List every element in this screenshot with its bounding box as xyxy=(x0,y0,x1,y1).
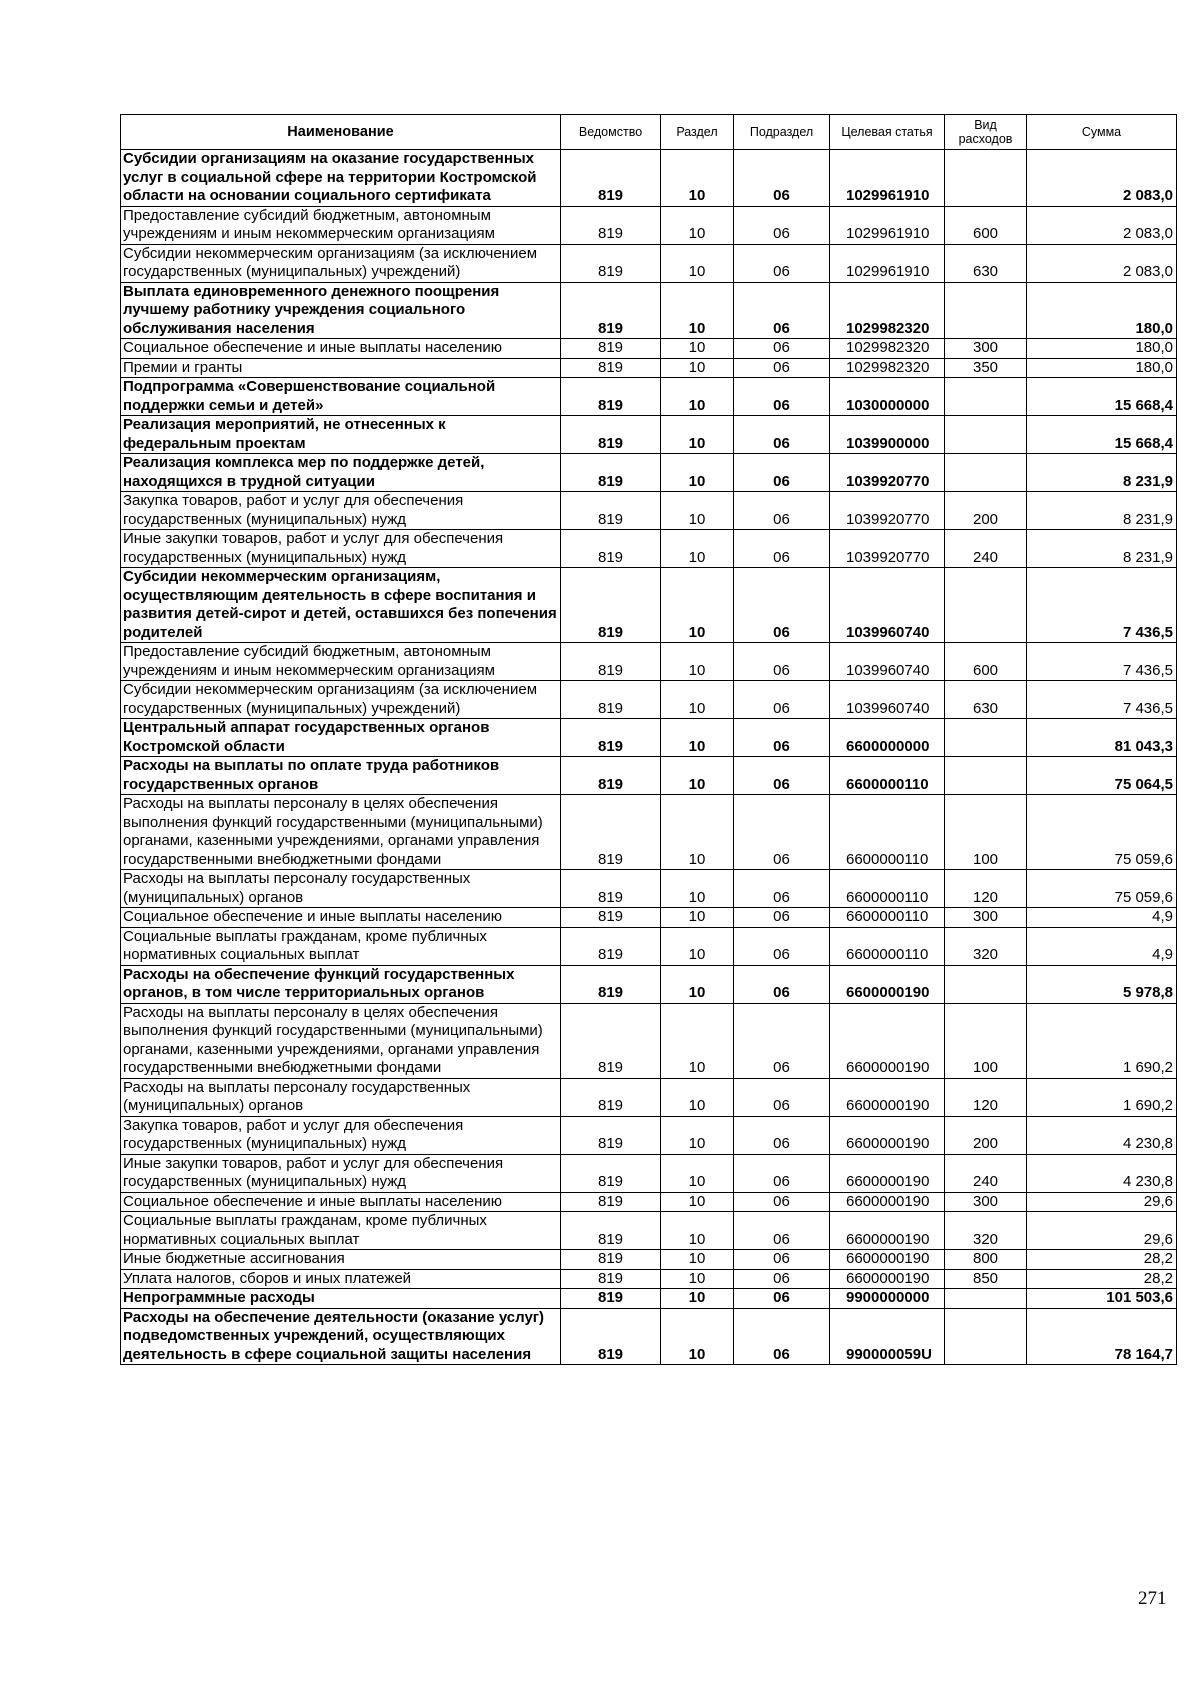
cell-subsection: 06 xyxy=(734,1269,830,1289)
table-row xyxy=(121,1269,1177,1289)
cell-sum: 15 668,4 xyxy=(1027,378,1177,416)
cell-name: Иные бюджетные ассигнования xyxy=(121,1250,561,1270)
cell-sum: 4,9 xyxy=(1027,908,1177,928)
cell-subsection: 06 xyxy=(734,1250,830,1270)
cell-kind: 200 xyxy=(945,492,1027,530)
cell-target: 6600000110 xyxy=(830,908,945,928)
cell-kind xyxy=(945,568,1027,643)
cell-sum: 28,2 xyxy=(1027,1269,1177,1289)
cell-kind xyxy=(945,1308,1027,1365)
table-row xyxy=(121,150,1177,207)
cell-target: 6600000190 xyxy=(830,1212,945,1250)
table-row xyxy=(121,416,1177,454)
header-sum: Сумма xyxy=(1027,115,1177,150)
cell-target: 6600000190 xyxy=(830,1269,945,1289)
cell-sum: 5 978,8 xyxy=(1027,965,1177,1003)
cell-dept: 819 xyxy=(561,757,661,795)
cell-subsection: 06 xyxy=(734,206,830,244)
cell-section: 10 xyxy=(661,1078,734,1116)
table-row xyxy=(121,1192,1177,1212)
cell-section: 10 xyxy=(661,150,734,207)
table-row xyxy=(121,568,1177,643)
cell-name: Социальное обеспечение и иные выплаты населению xyxy=(121,339,561,359)
cell-sum: 4,9 xyxy=(1027,927,1177,965)
cell-dept: 819 xyxy=(561,1192,661,1212)
cell-kind: 320 xyxy=(945,1212,1027,1250)
table-row xyxy=(121,282,1177,339)
cell-section: 10 xyxy=(661,1269,734,1289)
cell-sum: 29,6 xyxy=(1027,1192,1177,1212)
cell-name: Социальное обеспечение и иные выплаты населению xyxy=(121,1192,561,1212)
cell-name: Расходы на обеспечение функций государственных органов, в том числе территориальных органов xyxy=(121,965,561,1003)
cell-dept: 819 xyxy=(561,454,661,492)
cell-sum: 180,0 xyxy=(1027,339,1177,359)
cell-sum: 7 436,5 xyxy=(1027,568,1177,643)
cell-subsection: 06 xyxy=(734,927,830,965)
cell-name: Субсидии некоммерческим организациям (за исключением государственных (муниципальных) учреждений) xyxy=(121,681,561,719)
cell-kind: 350 xyxy=(945,358,1027,378)
cell-section: 10 xyxy=(661,358,734,378)
cell-target: 1039960740 xyxy=(830,643,945,681)
table-row xyxy=(121,870,1177,908)
cell-name: Иные закупки товаров, работ и услуг для обеспечения государственных (муниципальных) нужд xyxy=(121,1154,561,1192)
cell-subsection: 06 xyxy=(734,908,830,928)
cell-subsection: 06 xyxy=(734,1212,830,1250)
cell-kind: 120 xyxy=(945,870,1027,908)
cell-section: 10 xyxy=(661,206,734,244)
cell-name: Премии и гранты xyxy=(121,358,561,378)
cell-sum: 2 083,0 xyxy=(1027,206,1177,244)
table-row xyxy=(121,358,1177,378)
header-dept: Ведомство xyxy=(561,115,661,150)
cell-section: 10 xyxy=(661,1116,734,1154)
budget-table xyxy=(120,114,1177,1365)
cell-target: 1029961910 xyxy=(830,206,945,244)
cell-subsection: 06 xyxy=(734,870,830,908)
cell-subsection: 06 xyxy=(734,719,830,757)
cell-subsection: 06 xyxy=(734,339,830,359)
cell-target: 6600000190 xyxy=(830,1192,945,1212)
cell-section: 10 xyxy=(661,908,734,928)
cell-target: 990000059U xyxy=(830,1308,945,1365)
cell-kind xyxy=(945,719,1027,757)
cell-name: Уплата налогов, сборов и иных платежей xyxy=(121,1269,561,1289)
cell-kind: 100 xyxy=(945,795,1027,870)
cell-kind: 300 xyxy=(945,908,1027,928)
cell-dept: 819 xyxy=(561,870,661,908)
header-section: Раздел xyxy=(661,115,734,150)
cell-kind: 300 xyxy=(945,339,1027,359)
cell-dept: 819 xyxy=(561,965,661,1003)
cell-section: 10 xyxy=(661,416,734,454)
cell-kind xyxy=(945,150,1027,207)
cell-name: Непрограммные расходы xyxy=(121,1289,561,1309)
cell-target: 1029961910 xyxy=(830,244,945,282)
cell-section: 10 xyxy=(661,965,734,1003)
cell-subsection: 06 xyxy=(734,1192,830,1212)
cell-subsection: 06 xyxy=(734,965,830,1003)
cell-section: 10 xyxy=(661,244,734,282)
page-number: 271 xyxy=(1138,1588,1167,1609)
cell-target: 9900000000 xyxy=(830,1289,945,1309)
cell-name: Расходы на выплаты персоналу государственных (муниципальных) органов xyxy=(121,1078,561,1116)
cell-subsection: 06 xyxy=(734,150,830,207)
table-row xyxy=(121,1003,1177,1078)
cell-sum: 28,2 xyxy=(1027,1250,1177,1270)
table-row xyxy=(121,719,1177,757)
header-subsection: Подраздел xyxy=(734,115,830,150)
header-kind: Вид расходов xyxy=(945,115,1027,150)
cell-section: 10 xyxy=(661,568,734,643)
cell-target: 1039920770 xyxy=(830,492,945,530)
cell-sum: 8 231,9 xyxy=(1027,530,1177,568)
cell-sum: 75 059,6 xyxy=(1027,870,1177,908)
cell-dept: 819 xyxy=(561,358,661,378)
table-row xyxy=(121,681,1177,719)
cell-name: Субсидии некоммерческим организациям (за исключением государственных (муниципальных) учреждений) xyxy=(121,244,561,282)
cell-dept: 819 xyxy=(561,795,661,870)
cell-dept: 819 xyxy=(561,1003,661,1078)
cell-subsection: 06 xyxy=(734,282,830,339)
cell-target: 1039920770 xyxy=(830,530,945,568)
cell-kind: 240 xyxy=(945,1154,1027,1192)
cell-name: Субсидии организациям на оказание государственных услуг в социальной сфере на территории Костромской области на основании социального сертификата xyxy=(121,150,561,207)
cell-target: 1029982320 xyxy=(830,339,945,359)
cell-dept: 819 xyxy=(561,282,661,339)
table-row xyxy=(121,1289,1177,1309)
cell-name: Центральный аппарат государственных органов Костромской области xyxy=(121,719,561,757)
cell-subsection: 06 xyxy=(734,378,830,416)
cell-name: Социальные выплаты гражданам, кроме публичных нормативных социальных выплат xyxy=(121,927,561,965)
cell-name: Расходы на выплаты персоналу государственных (муниципальных) органов xyxy=(121,870,561,908)
cell-dept: 819 xyxy=(561,927,661,965)
table-row xyxy=(121,1308,1177,1365)
cell-target: 1029982320 xyxy=(830,282,945,339)
cell-section: 10 xyxy=(661,282,734,339)
cell-kind: 100 xyxy=(945,1003,1027,1078)
table-row xyxy=(121,206,1177,244)
cell-dept: 819 xyxy=(561,1078,661,1116)
cell-section: 10 xyxy=(661,643,734,681)
cell-name: Расходы на обеспечение деятельности (оказание услуг) подведомственных учреждений, осуществляющих деятельность в сфере социальной защиты населения xyxy=(121,1308,561,1365)
cell-subsection: 06 xyxy=(734,568,830,643)
cell-subsection: 06 xyxy=(734,1116,830,1154)
cell-kind: 630 xyxy=(945,681,1027,719)
cell-name: Реализация мероприятий, не отнесенных к федеральным проектам xyxy=(121,416,561,454)
cell-section: 10 xyxy=(661,492,734,530)
cell-dept: 819 xyxy=(561,719,661,757)
cell-target: 6600000190 xyxy=(830,1003,945,1078)
cell-sum: 81 043,3 xyxy=(1027,719,1177,757)
cell-kind: 630 xyxy=(945,244,1027,282)
cell-sum: 4 230,8 xyxy=(1027,1116,1177,1154)
cell-section: 10 xyxy=(661,1289,734,1309)
cell-kind: 850 xyxy=(945,1269,1027,1289)
cell-dept: 819 xyxy=(561,568,661,643)
cell-dept: 819 xyxy=(561,150,661,207)
cell-subsection: 06 xyxy=(734,1003,830,1078)
cell-name: Выплата единовременного денежного поощрения лучшему работнику учреждения социального обслуживания населения xyxy=(121,282,561,339)
cell-name: Расходы на выплаты по оплате труда работников государственных органов xyxy=(121,757,561,795)
cell-subsection: 06 xyxy=(734,1078,830,1116)
cell-name: Подпрограмма «Совершенствование социальной поддержки семьи и детей» xyxy=(121,378,561,416)
cell-dept: 819 xyxy=(561,1269,661,1289)
cell-section: 10 xyxy=(661,870,734,908)
cell-target: 6600000110 xyxy=(830,927,945,965)
cell-kind xyxy=(945,282,1027,339)
cell-dept: 819 xyxy=(561,1289,661,1309)
table-row xyxy=(121,1078,1177,1116)
cell-target: 1029982320 xyxy=(830,358,945,378)
cell-section: 10 xyxy=(661,719,734,757)
cell-sum: 29,6 xyxy=(1027,1212,1177,1250)
cell-name: Субсидии некоммерческим организациям, осуществляющим деятельность в сфере воспитания и развития детей-сирот и детей, оставшихся без попечения родителей xyxy=(121,568,561,643)
cell-sum: 8 231,9 xyxy=(1027,492,1177,530)
cell-name: Социальные выплаты гражданам, кроме публичных нормативных социальных выплат xyxy=(121,1212,561,1250)
cell-sum: 75 059,6 xyxy=(1027,795,1177,870)
cell-subsection: 06 xyxy=(734,416,830,454)
cell-subsection: 06 xyxy=(734,244,830,282)
cell-kind: 300 xyxy=(945,1192,1027,1212)
cell-dept: 819 xyxy=(561,416,661,454)
cell-dept: 819 xyxy=(561,1308,661,1365)
table-row xyxy=(121,927,1177,965)
cell-target: 1039960740 xyxy=(830,568,945,643)
cell-name: Закупка товаров, работ и услуг для обеспечения государственных (муниципальных) нужд xyxy=(121,492,561,530)
cell-target: 1039900000 xyxy=(830,416,945,454)
cell-sum: 2 083,0 xyxy=(1027,244,1177,282)
cell-name: Предоставление субсидий бюджетным, автономным учреждениям и иным некоммерческим организациям xyxy=(121,206,561,244)
table-row xyxy=(121,1250,1177,1270)
cell-sum: 78 164,7 xyxy=(1027,1308,1177,1365)
cell-section: 10 xyxy=(661,1250,734,1270)
cell-name: Иные закупки товаров, работ и услуг для обеспечения государственных (муниципальных) нужд xyxy=(121,530,561,568)
cell-kind: 120 xyxy=(945,1078,1027,1116)
cell-subsection: 06 xyxy=(734,643,830,681)
cell-subsection: 06 xyxy=(734,1154,830,1192)
cell-dept: 819 xyxy=(561,492,661,530)
cell-kind: 600 xyxy=(945,206,1027,244)
cell-dept: 819 xyxy=(561,1154,661,1192)
cell-section: 10 xyxy=(661,1003,734,1078)
cell-subsection: 06 xyxy=(734,1308,830,1365)
cell-sum: 7 436,5 xyxy=(1027,643,1177,681)
cell-subsection: 06 xyxy=(734,757,830,795)
cell-sum: 4 230,8 xyxy=(1027,1154,1177,1192)
cell-name: Расходы на выплаты персоналу в целях обеспечения выполнения функций государственными (муниципальными) органами, казенными учреждениями, органами управления государственными внебюджетными фондами xyxy=(121,1003,561,1078)
cell-section: 10 xyxy=(661,530,734,568)
cell-dept: 819 xyxy=(561,339,661,359)
cell-sum: 8 231,9 xyxy=(1027,454,1177,492)
cell-dept: 819 xyxy=(561,244,661,282)
cell-name: Закупка товаров, работ и услуг для обеспечения государственных (муниципальных) нужд xyxy=(121,1116,561,1154)
cell-kind xyxy=(945,454,1027,492)
cell-sum: 1 690,2 xyxy=(1027,1003,1177,1078)
cell-target: 6600000190 xyxy=(830,1154,945,1192)
cell-target: 1039960740 xyxy=(830,681,945,719)
cell-section: 10 xyxy=(661,795,734,870)
cell-subsection: 06 xyxy=(734,1289,830,1309)
table-row xyxy=(121,454,1177,492)
table-row xyxy=(121,908,1177,928)
cell-dept: 819 xyxy=(561,1212,661,1250)
cell-dept: 819 xyxy=(561,206,661,244)
cell-dept: 819 xyxy=(561,643,661,681)
cell-kind: 240 xyxy=(945,530,1027,568)
cell-sum: 15 668,4 xyxy=(1027,416,1177,454)
cell-kind xyxy=(945,378,1027,416)
table-row xyxy=(121,492,1177,530)
cell-target: 6600000000 xyxy=(830,719,945,757)
cell-target: 6600000110 xyxy=(830,757,945,795)
table-row xyxy=(121,1212,1177,1250)
cell-kind: 200 xyxy=(945,1116,1027,1154)
cell-target: 1030000000 xyxy=(830,378,945,416)
cell-kind: 600 xyxy=(945,643,1027,681)
cell-target: 6600000190 xyxy=(830,1250,945,1270)
cell-kind xyxy=(945,416,1027,454)
cell-section: 10 xyxy=(661,927,734,965)
cell-target: 6600000190 xyxy=(830,1078,945,1116)
cell-target: 1029961910 xyxy=(830,150,945,207)
cell-kind xyxy=(945,965,1027,1003)
cell-kind: 320 xyxy=(945,927,1027,965)
cell-section: 10 xyxy=(661,454,734,492)
cell-subsection: 06 xyxy=(734,530,830,568)
cell-name: Расходы на выплаты персоналу в целях обеспечения выполнения функций государственными (муниципальными) органами, казенными учреждениями, органами управления государственными внебюджетными фондами xyxy=(121,795,561,870)
cell-name: Реализация комплекса мер по поддержке детей, находящихся в трудной ситуации xyxy=(121,454,561,492)
table-header-row xyxy=(121,115,1177,150)
cell-dept: 819 xyxy=(561,378,661,416)
cell-target: 6600000110 xyxy=(830,870,945,908)
cell-section: 10 xyxy=(661,1154,734,1192)
cell-sum: 180,0 xyxy=(1027,282,1177,339)
cell-target: 6600000190 xyxy=(830,965,945,1003)
cell-target: 6600000110 xyxy=(830,795,945,870)
table-row xyxy=(121,1116,1177,1154)
cell-section: 10 xyxy=(661,1212,734,1250)
table-row xyxy=(121,378,1177,416)
cell-dept: 819 xyxy=(561,681,661,719)
header-name: Наименование xyxy=(121,115,561,150)
cell-dept: 819 xyxy=(561,530,661,568)
cell-subsection: 06 xyxy=(734,795,830,870)
cell-section: 10 xyxy=(661,1192,734,1212)
cell-dept: 819 xyxy=(561,908,661,928)
cell-kind xyxy=(945,1289,1027,1309)
cell-sum: 75 064,5 xyxy=(1027,757,1177,795)
table-row xyxy=(121,757,1177,795)
cell-name: Предоставление субсидий бюджетным, автономным учреждениям и иным некоммерческим организациям xyxy=(121,643,561,681)
cell-section: 10 xyxy=(661,681,734,719)
header-target: Целевая статья xyxy=(830,115,945,150)
cell-subsection: 06 xyxy=(734,358,830,378)
cell-dept: 819 xyxy=(561,1250,661,1270)
cell-sum: 101 503,6 xyxy=(1027,1289,1177,1309)
cell-section: 10 xyxy=(661,757,734,795)
cell-section: 10 xyxy=(661,378,734,416)
table-row xyxy=(121,795,1177,870)
cell-target: 6600000190 xyxy=(830,1116,945,1154)
cell-dept: 819 xyxy=(561,1116,661,1154)
cell-kind xyxy=(945,757,1027,795)
cell-sum: 1 690,2 xyxy=(1027,1078,1177,1116)
cell-sum: 2 083,0 xyxy=(1027,150,1177,207)
table-row xyxy=(121,530,1177,568)
cell-section: 10 xyxy=(661,1308,734,1365)
table-row xyxy=(121,1154,1177,1192)
cell-sum: 7 436,5 xyxy=(1027,681,1177,719)
table-row xyxy=(121,339,1177,359)
table-row xyxy=(121,965,1177,1003)
cell-name: Социальное обеспечение и иные выплаты населению xyxy=(121,908,561,928)
cell-kind: 800 xyxy=(945,1250,1027,1270)
table-row xyxy=(121,244,1177,282)
cell-sum: 180,0 xyxy=(1027,358,1177,378)
cell-subsection: 06 xyxy=(734,454,830,492)
cell-subsection: 06 xyxy=(734,492,830,530)
cell-subsection: 06 xyxy=(734,681,830,719)
cell-target: 1039920770 xyxy=(830,454,945,492)
table-row xyxy=(121,643,1177,681)
cell-section: 10 xyxy=(661,339,734,359)
